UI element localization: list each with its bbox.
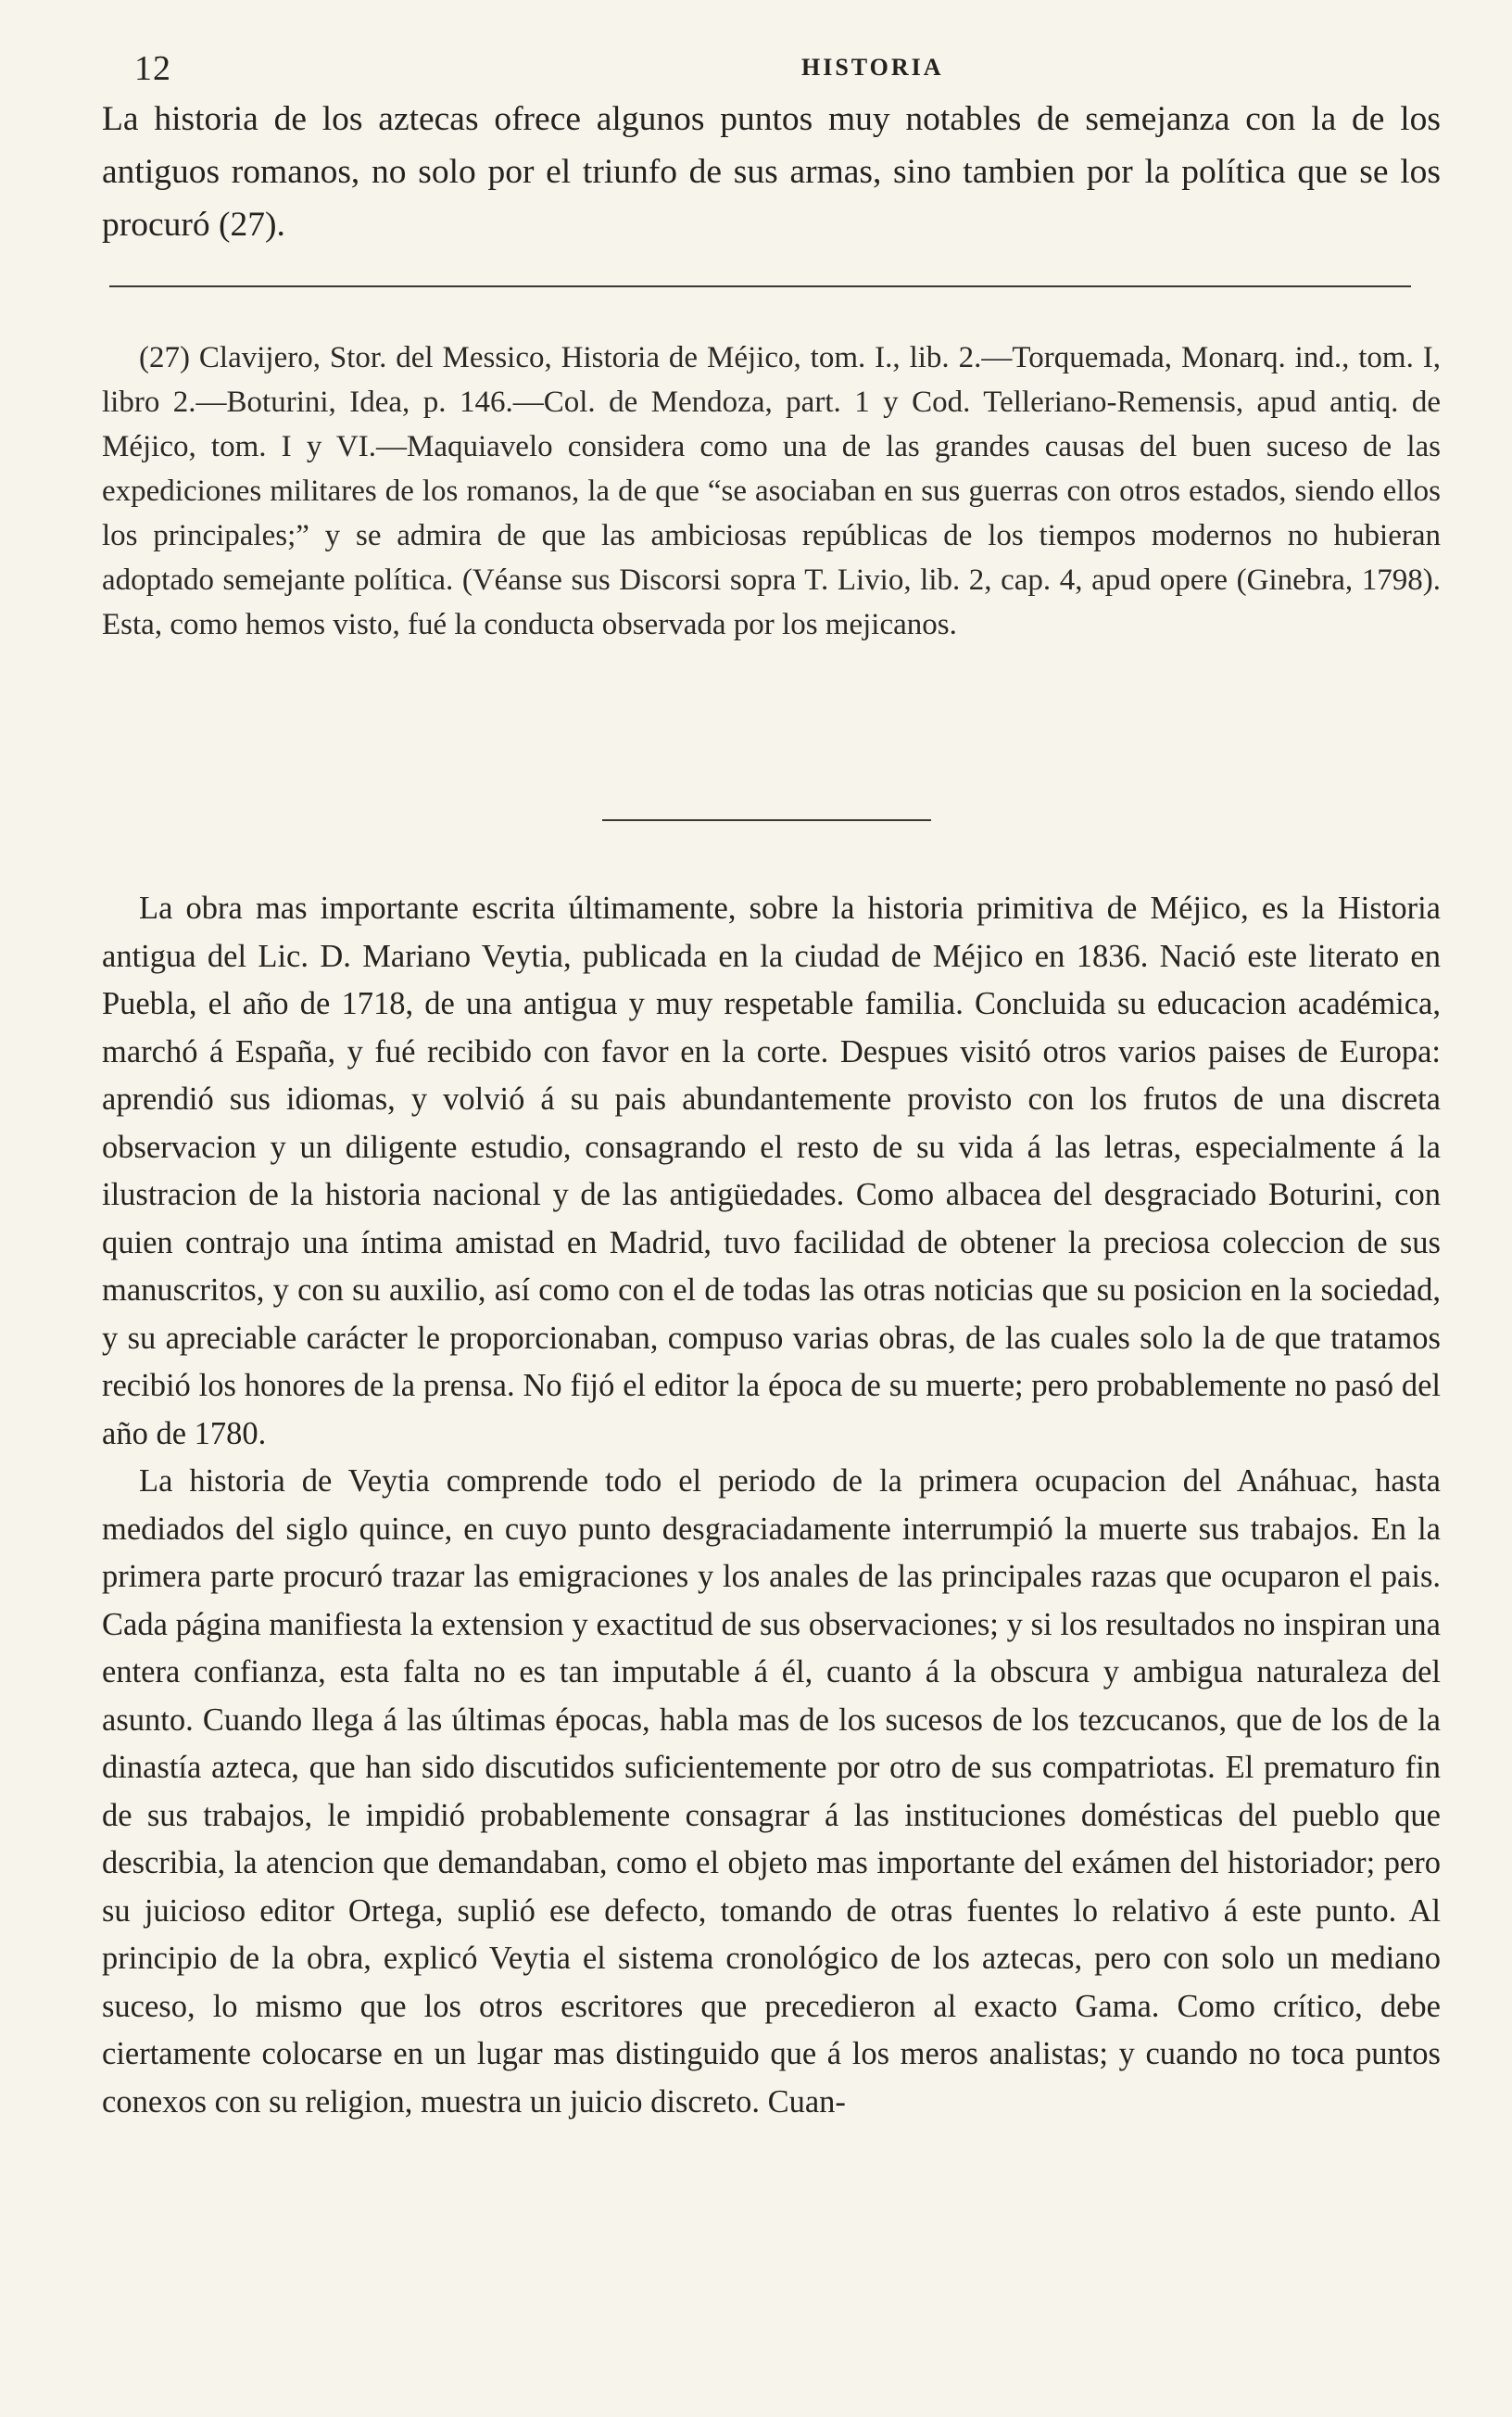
page-number: 12 xyxy=(134,49,171,88)
intro-paragraph: La historia de los aztecas ofrece algunos puntos muy notables de semejanza con la de los antiguos romanos, no solo por el triunfo de sus armas, sino tambien por la política que se los procuró (27). xyxy=(102,100,1441,244)
section-divider-rule xyxy=(602,819,931,821)
running-head: HISTORIA xyxy=(801,54,944,81)
page-header xyxy=(134,48,1431,88)
footnote-27: (27) Clavijero, Stor. del Messico, Historia de Méjico, tom. I., lib. 2.—Torquemada, Monarq. ind., tom. I, libro 2.—Boturini, Idea, p. 146.—Col. de Mendoza, part. 1 y Cod. Telleriano-Remensis, apud antiq. de Méjico, tom. I y VI.—Maquiavelo considera como una de las grandes causas del buen suceso de las expediciones militares de los romanos, la de que “se asociaban en sus guerras con otros estados, siendo ellos los principales;” y se admira de que las ambiciosas repúblicas de los tiempos modernos no hubieran adoptado semejante política. (Véanse sus Discorsi sopra T. Livio, lib. 2, cap. 4, apud opere (Ginebra, 1798). Esta, como hemos visto, fué la conducta observada por los mejicanos. xyxy=(102,341,1441,641)
footnote-separator-rule xyxy=(109,285,1411,287)
body-paragraph-veytia-biography: La obra mas importante escrita últimamente, sobre la historia primitiva de Méjico, es la Historia antigua del Lic. D. Mariano Veytia, publicada en la ciudad de Méjico en 1836. Nació este literato en Puebla, el año de 1718, de una antigua y muy respetable familia. Concluida su educacion académica, marchó á España, y fué recibido con favor en la corte. Despues visitó otros varios paises de Europa: aprendió sus idiomas, y volvió á su pais abundantemente provisto con los frutos de una discreta observacion y un diligente estudio, consagrando el resto de su vida á las letras, especialmente á la ilustracion de la historia nacional y de las antigüedades. Como albacea del desgraciado Boturini, con quien contrajo una íntima amistad en Madrid, tuvo facilidad de obtener la preciosa coleccion de sus manuscritos, y con su auxilio, así como con el de todas las otras noticias que su posicion en la sociedad, y su apreciable carácter le proporcionaban, compuso varias obras, de las cuales solo la de que tratamos recibió los honores de la prensa. No fijó el editor la época de su muerte; pero probablemente no pasó del año de 1780. xyxy=(102,891,1441,1451)
body-paragraph-veytia-history: La historia de Veytia comprende todo el periodo de la primera ocupacion del Anáhuac, hasta mediados del siglo quince, en cuyo punto desgraciadamente interrumpió la muerte sus trabajos. En la primera parte procuró trazar las emigraciones y los anales de las principales razas que ocuparon el pais. Cada página manifiesta la extension y exactitud de sus observaciones; y si los resultados no inspiran una entera confianza, esta falta no es tan imputable á él, cuanto á la obscura y ambigua naturaleza del asunto. Cuando llega á las últimas épocas, habla mas de los sucesos de los tezcucanos, que de los de la dinastía azteca, que han sido discutidos suficientemente por otro de sus compatriotas. El prematuro fin de sus trabajos, le impidió probablemente consagrar á las instituciones domésticas del pueblo que describia, la atencion que demandaban, como el objeto mas importante del exámen del historiador; pero su juicioso editor Ortega, suplió ese defecto, tomando de otras fuentes lo relativo á este punto. Al principio de la obra, explicó Veytia el sistema cronológico de los aztecas, pero con solo un mediano suceso, lo mismo que los otros escritores que precedieron al exacto Gama. Como crítico, debe ciertamente colocarse en un lugar mas distinguido que á los meros analistas; y cuando no toca puntos conexos con su religion, muestra un juicio discreto. Cuan- xyxy=(102,1463,1441,2120)
main-text xyxy=(102,885,1441,2126)
